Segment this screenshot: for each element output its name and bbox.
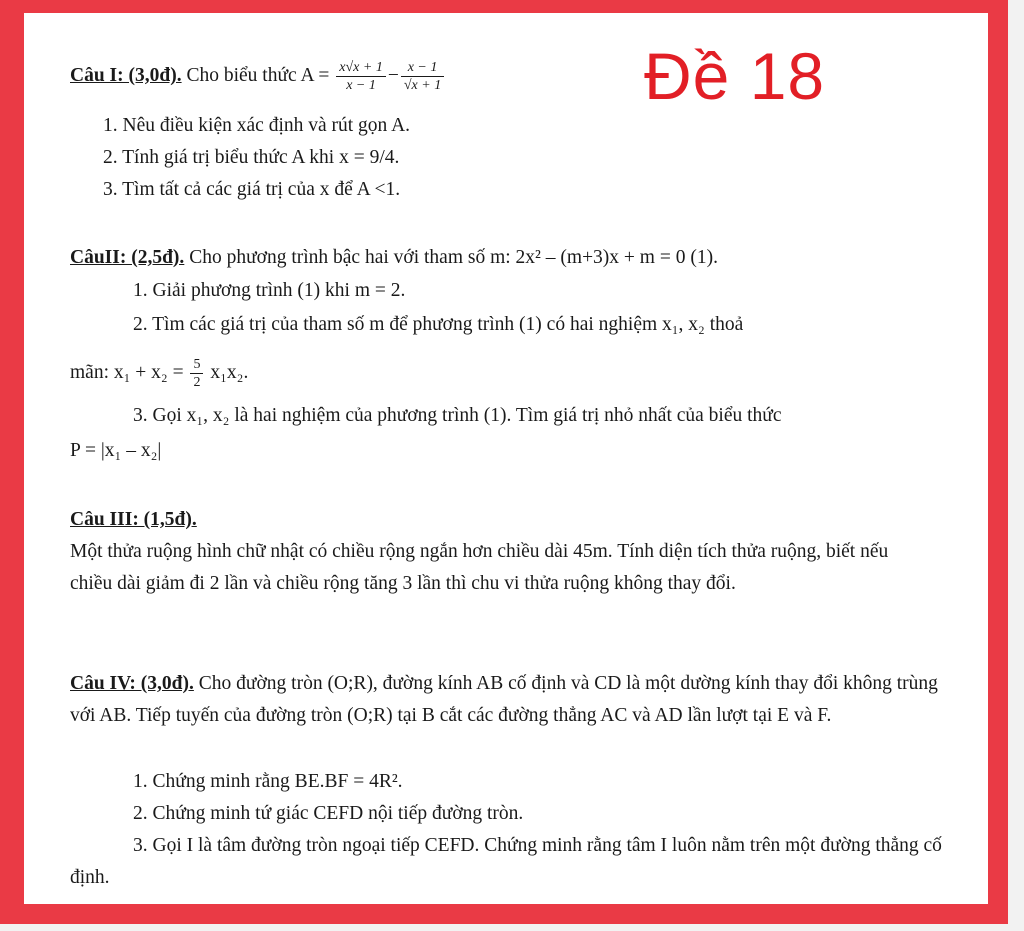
q2-item-2: 2. Tìm các giá trị của tham số m để phương trình (1) có hai nghiệm x₁, x₂ thoả: [133, 314, 744, 335]
q2-heading: CâuII: (2,5đ).: [70, 247, 185, 268]
q1-item-1: 1. Nêu điều kiện xác định và rút gọn A.: [103, 115, 411, 136]
q1-frac2-numerator: x − 1: [401, 59, 444, 77]
q2-item-1: 1. Giải phương trình (1) khi m = 2.: [133, 280, 406, 301]
q2-line: [70, 246, 718, 270]
q1-minus: −: [387, 64, 399, 86]
q1-frac1-denominator: x − 1: [346, 78, 376, 93]
q2-item-3-continuation: P = |x₁ – x₂|: [70, 440, 162, 461]
q1-frac2-denominator: √x + 1: [403, 78, 442, 93]
exam-title: Đề 18: [644, 39, 826, 113]
q2-item-2-continuation: [70, 356, 248, 391]
q2-frac-numerator: 5: [190, 356, 203, 374]
q4-body: Cho đường tròn (O;R), đường kính AB cố định và CD là một dường kính thay đổi không trùng với AB. Tiếp tuyến của đường tròn (O;R) tại B cắt các đường thẳng AC và AD lần lượt tại E và F.: [70, 673, 938, 726]
q1-fraction-1: [336, 59, 386, 94]
q1-expr-lhs: A =: [300, 64, 330, 86]
q2-fraction: [190, 356, 203, 391]
q2-frac-denominator: 2: [193, 375, 201, 390]
q1-item-2: 2. Tính giá trị biểu thức A khi x = 9/4.: [103, 147, 400, 168]
q2-item-2-suffix: x₁x₂.: [210, 361, 249, 383]
q3-body: Một thửa ruộng hình chữ nhật có chiều rộng ngắn hơn chiều dài 45m. Tính diện tích thửa ruộng, biết nếu chiều dài giảm đi 2 lần và chiều rộng tăng 3 lần thì chu vi thửa ruộng không thay đổi.: [70, 541, 889, 594]
q1-intro: Cho biểu thức: [186, 64, 297, 86]
q1-line: [70, 59, 446, 94]
q4-heading: Câu IV: (3,0đ).: [70, 673, 194, 694]
q2-item-3: 3. Gọi x₁, x₂ là hai nghiệm của phương trình (1). Tìm giá trị nhỏ nhất của biểu thức: [133, 405, 782, 426]
q2-intro: Cho phương trình bậc hai với tham số m: 2x² – (m+3)x + m = 0 (1).: [189, 247, 718, 268]
q4-item-3: 3. Gọi I là tâm đường tròn ngoại tiếp CEFD. Chứng minh rằng tâm I luôn nằm trên một đường thẳng cố định.: [70, 835, 942, 888]
q4-paragraph: [70, 668, 940, 732]
q3-heading-line: [70, 508, 197, 532]
q1-heading: Câu I: (3,0đ).: [70, 64, 182, 86]
q2-item-2-prefix: mãn: x₁ + x₂ =: [70, 361, 184, 383]
q1-frac1-numerator: x√x + 1: [336, 59, 386, 77]
q1-item-3: 3. Tìm tất cả các giá trị của x để A <1.: [103, 179, 401, 200]
q4-item-2: 2. Chứng minh tứ giác CEFD nội tiếp đường tròn.: [133, 803, 524, 824]
q3-heading: Câu III: (1,5đ).: [70, 509, 197, 530]
q1-fraction-2: [401, 59, 444, 94]
q4-item-1: 1. Chứng minh rằng BE.BF = 4R².: [133, 771, 403, 792]
